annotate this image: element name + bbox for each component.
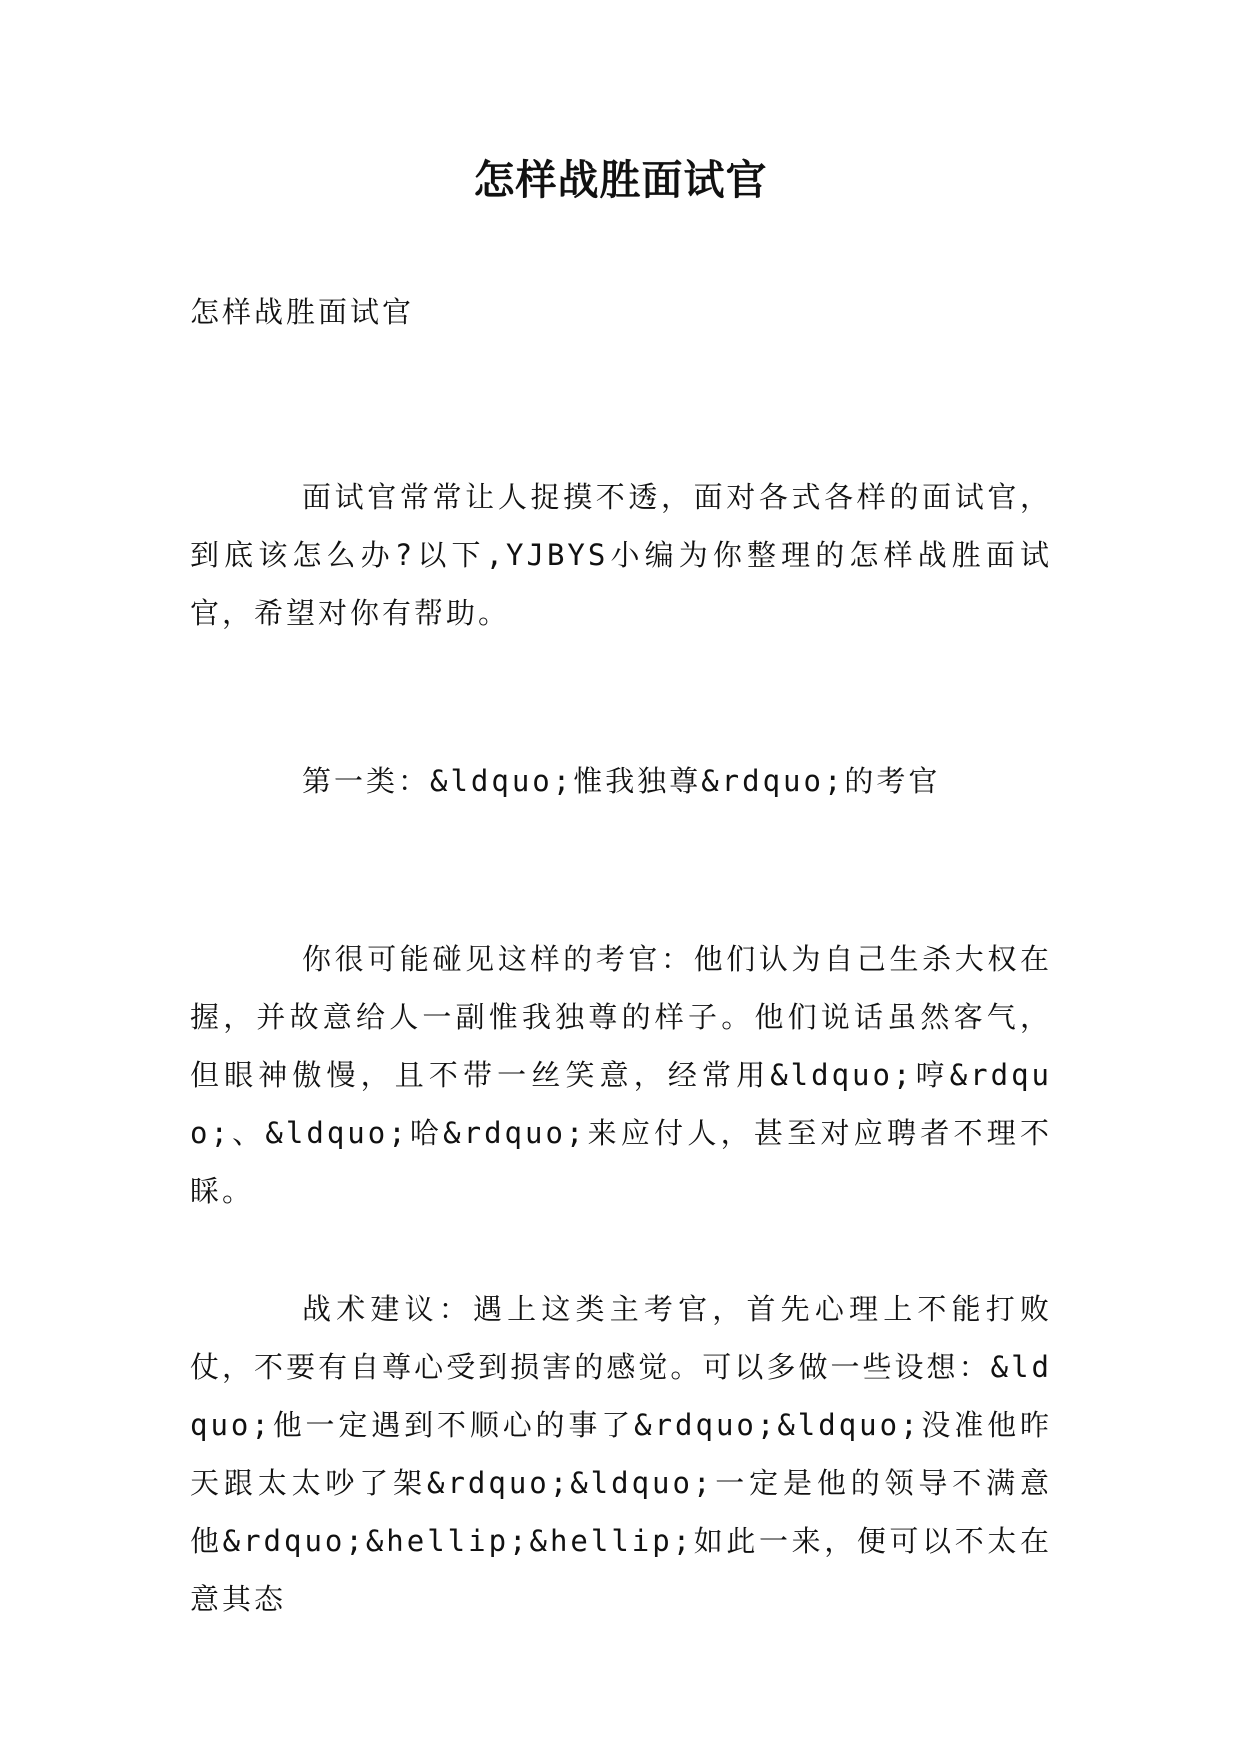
type1-tactics-paragraph: 战术建议：遇上这类主考官，首先心理上不能打败仗，不要有自尊心受到损害的感觉。可以多做一些设想：&ldquo;他一定遇到不顺心的事了&rdquo;&ldquo;没准他昨天跟太太吵了架&rdquo;&ldquo;一定是他的领导不满意他&rdquo;&hellip;&hellip;如此一来，便可以不太在意其态 (190, 1292, 1052, 1616)
type1-description-paragraph: 你很可能碰见这样的考官：他们认为自己生杀大权在握，并故意给人一副惟我独尊的样子。他们说话虽然客气，但眼神傲慢，且不带一丝笑意，经常用&ldquo;哼&rdquo;、&ldquo;哈&rdquo;来应付人，甚至对应聘者不理不睬。 (190, 942, 1052, 1208)
type1-heading-paragraph: 第一类：&ldquo;惟我独尊&rdquo;的考官 (302, 764, 941, 798)
document-title: 怎样战胜面试官 (473, 156, 768, 204)
intro-paragraph: 面试官常常让人捉摸不透，面对各式各样的面试官，到底该怎么办?以下,YJBYS小编为你整理的怎样战胜面试官，希望对你有帮助。 (190, 480, 1052, 630)
document-subtitle: 怎样战胜面试官 (190, 295, 415, 329)
